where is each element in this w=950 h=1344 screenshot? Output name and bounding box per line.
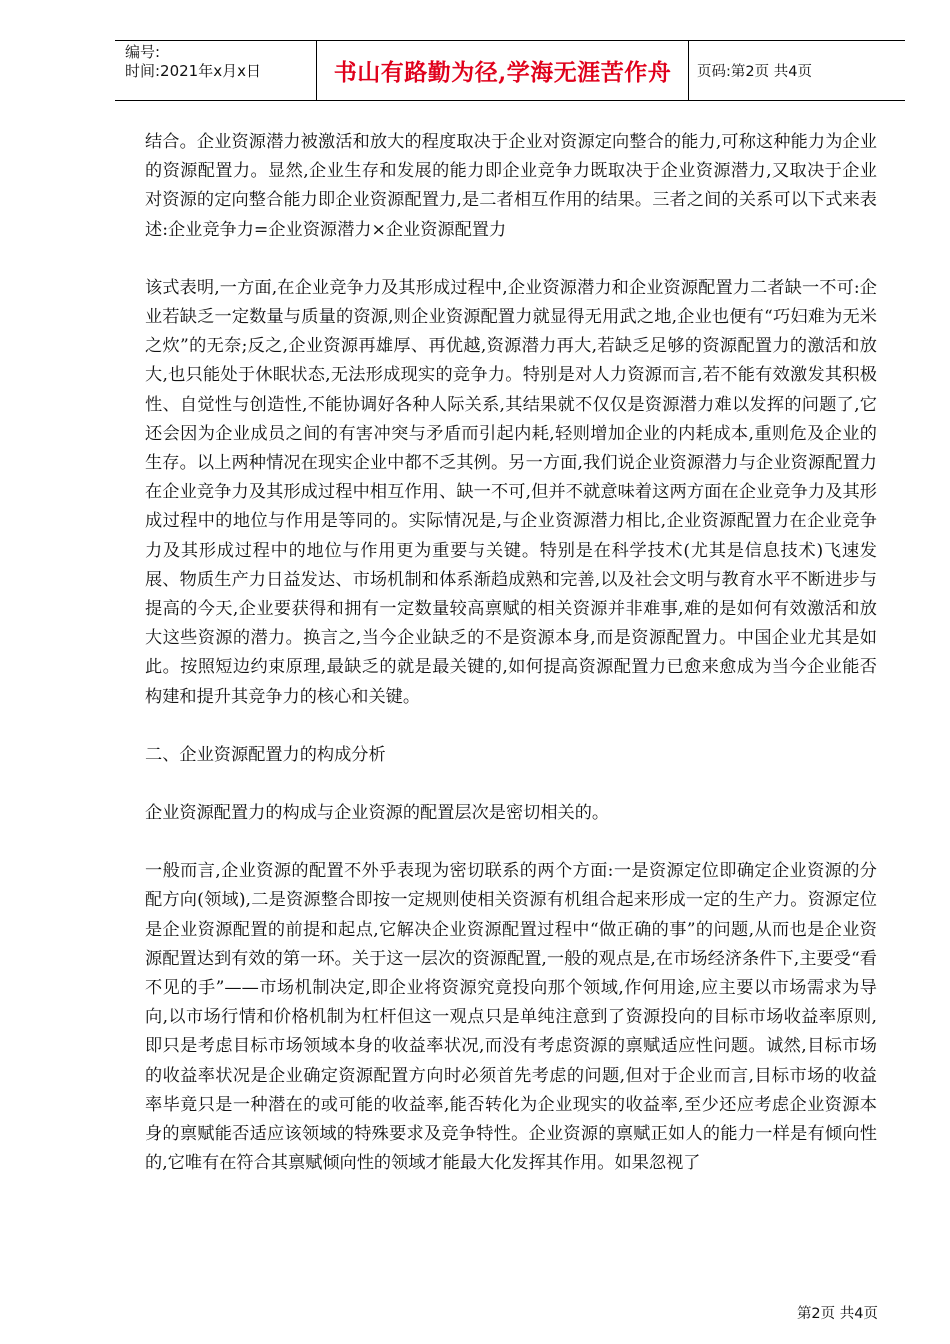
document-body (145, 128, 877, 1179)
page-footer: 第2页 共4页 (796, 1306, 878, 1322)
section-heading: 二、企业资源配置力的构成分析 (145, 744, 386, 765)
header-meta (115, 41, 317, 100)
header-motto: 书山有路勤为径,学海无涯苦作舟 (317, 41, 689, 100)
body-paragraph: 该式表明,一方面,在企业竞争力及其形成过程中,企业资源潜力和企业资源配置力二者缺一不可:企业若缺乏一定数量与质量的资源,则企业资源配置力就显得无用武之地,企业也便有“巧妇难为无米之炊”的无奈;反之,企业资源再雄厚、再优越,资源潜力再大,若缺乏足够的资源配置力的激活和放大,也只能处于休眠状态,无法形成现实的竞争力。特别是对人力资源而言,若不能有效激发其积极性、自觉性与创造性,不能协调好各种人际关系,其结果就不仅仅是资源潜力难以发挥的问题了,它还会因为企业成员之间的有害冲突与矛盾而引起内耗,轻则增加企业的内耗成本,重则危及企业的生存。以上两种情况在现实企业中都不乏其例。另一方面,我们说企业资源潜力与企业资源配置力在企业竞争力及其形成过程中相互作用、缺一不可,但并不就意味着这两方面在企业竞争力及其形成过程中的地位与作用是等同的。实际情况是,与企业资源潜力相比,企业资源配置力在企业竞争力及其形成过程中的地位与作用更为重要与关键。特别是在科学技术(尤其是信息技术)飞速发展、物质生产力日益发达、市场机制和体系渐趋成熟和完善,以及社会文明与教育水平不断进步与提高的今天,企业要获得和拥有一定数量较高禀赋的相关资源并非难事,难的是如何有效激活和放大这些资源的潜力。换言之,当今企业缺乏的不是资源本身,而是资源配置力。中国企业尤其是如此。按照短边约束原理,最缺乏的就是最关键的,如何提高资源配置力已愈来愈成为当今企业能否构建和提升其竞争力的核心和关键。 (145, 277, 877, 707)
document-number-label: 编号: (125, 43, 161, 61)
body-paragraph: 一般而言,企业资源的配置不外乎表现为密切联系的两个方面:一是资源定位即确定企业资源的分配方向(领域),二是资源整合即按一定规则使相关资源有机组合起来形成一定的生产力。资源定位是企业资源配置的前提和起点,它解决企业资源配置过程中“做正确的事”的问题,从而也是企业资源配置达到有效的第一环。关于这一层次的资源配置,一般的观点是,在市场经济条件下,主要受“看不见的手”——市场机制决定,即企业将资源究竟投向那个领域,作何用途,应主要以市场需求为导向,以市场行情和价格机制为杠杆但这一观点只是单纯注意到了资源投向的目标市场收益率原则,即只是考虑目标市场领域本身的收益率状况,而没有考虑资源的禀赋适应性问题。诚然,目标市场的收益率状况是企业确定资源配置方向时必须首先考虑的问题,但对于企业而言,目标市场的收益率毕竟只是一种潜在的或可能的收益率,能否转化为企业现实的收益率,至少还应考虑企业资源本身的禀赋能否适应该领域的特殊要求及竞争特性。企业资源的禀赋正如人的能力一样是有倾向性的,它唯有在符合其禀赋倾向性的领域才能最大化发挥其作用。如果忽视了 (145, 861, 877, 1174)
page-header (115, 40, 905, 101)
body-paragraph: 结合。企业资源潜力被激活和放大的程度取决于企业对资源定向整合的能力,可称这种能力为企业的资源配置力。显然,企业生存和发展的能力即企业竞争力既取决于企业资源潜力,又取决于企业对资源的定向整合能力即企业资源配置力,是二者相互作用的结果。三者之间的关系可以下式来表述:企业竞争力=企业资源潜力×企业资源配置力 (145, 132, 877, 240)
body-paragraph: 企业资源配置力的构成与企业资源的配置层次是密切相关的。 (145, 803, 610, 824)
document-time-label: 时间:2021年x月x日 (125, 62, 261, 80)
header-page-number: 页码:第2页 共4页 (697, 64, 812, 80)
